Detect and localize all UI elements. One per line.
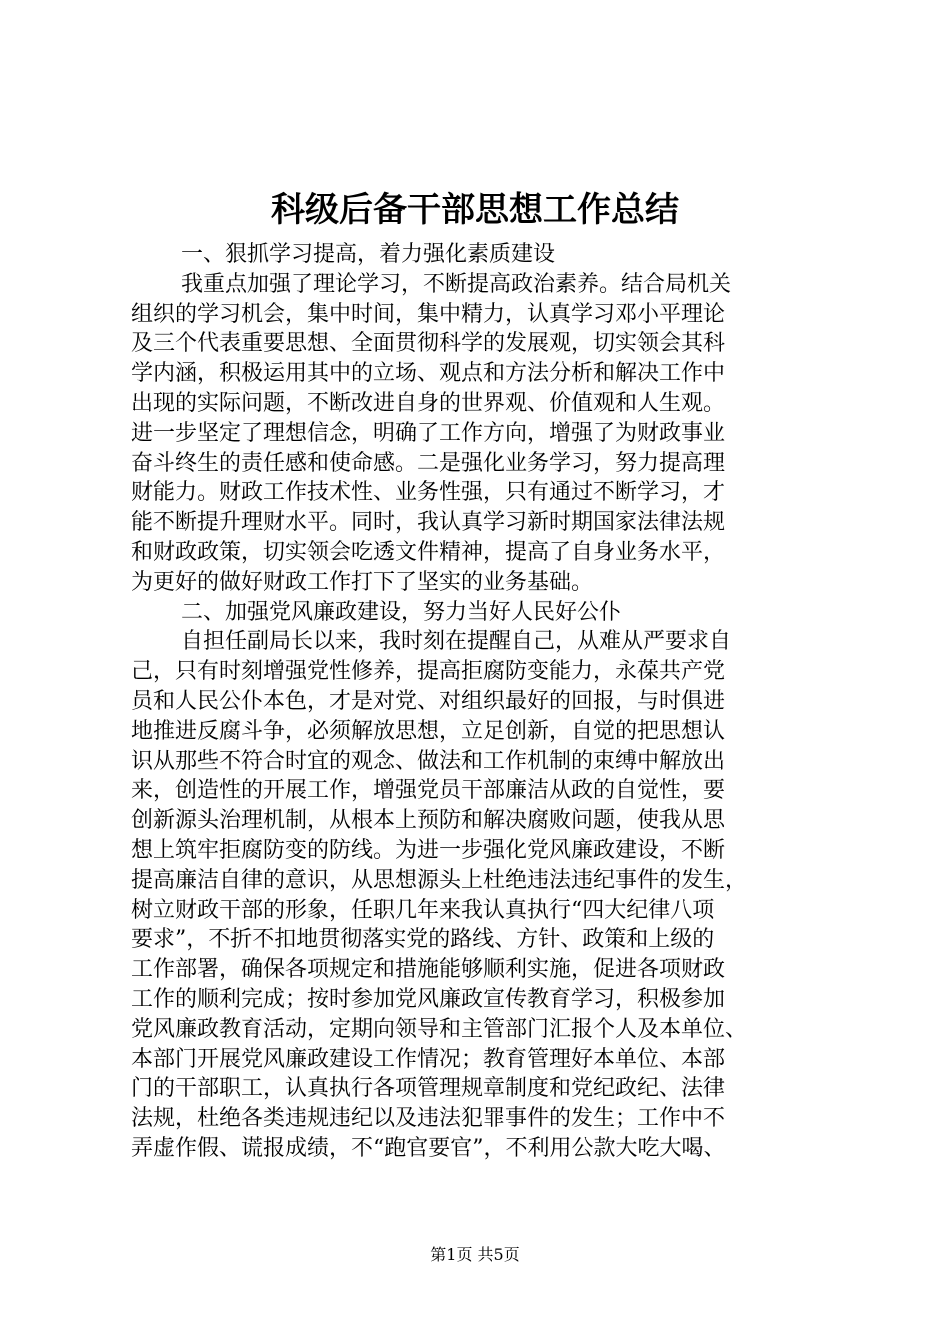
- paragraph-line: 己，只有时刻增强党性修养，提高拒腐防变能力，永葆共产党: [131, 659, 726, 685]
- paragraph-line: 识从那些不符合时宜的观念、做法和工作机制的束缚中解放出: [131, 748, 726, 774]
- paragraph-line: 树立财政干部的形象，任职几年来我认真执行“四大纪律八项: [131, 897, 715, 923]
- paragraph-line: 要求”，不折不扣地贯彻落实党的路线、方针、政策和上级的: [131, 927, 715, 953]
- paragraph-line: 来，创造性的开展工作，增强党员干部廉洁从政的自觉性，要: [131, 778, 726, 804]
- paragraph-line: 学内涵，积极运用其中的立场、观点和方法分析和解决工作中: [131, 361, 726, 387]
- paragraph-line: 本部门开展党风廉政建设工作情况；教育管理好本单位、本部: [131, 1046, 726, 1072]
- paragraph-line: 财能力。财政工作技术性、业务性强，只有通过不断学习，才: [131, 480, 726, 506]
- paragraph-line: 想上筑牢拒腐防变的防线。为进一步强化党风廉政建设，不断: [131, 837, 726, 863]
- paragraph-line: 为更好的做好财政工作打下了坚实的业务基础。: [131, 569, 594, 595]
- document-title: 科级后备干部思想工作总结: [271, 190, 679, 230]
- paragraph-line: 党风廉政教育活动，定期向领导和主管部门汇报个人及本单位、: [131, 1016, 748, 1042]
- paragraph-line: 法规，杜绝各类违规违纪以及违法犯罪事件的发生；工作中不: [131, 1106, 726, 1132]
- paragraph-line: 员和人民公仆本色，才是对党、对组织最好的回报，与时俱进: [131, 688, 726, 714]
- paragraph-line: 进一步坚定了理想信念，明确了工作方向，增强了为财政事业: [131, 420, 726, 446]
- paragraph-line: 出现的实际问题，不断改进自身的世界观、价值观和人生观。: [131, 390, 726, 416]
- paragraph-line: 创新源头治理机制，从根本上预防和解决腐败问题，使我从思: [131, 808, 726, 834]
- section-heading: 二、加强党风廉政建设，努力当好人民好公仆: [181, 599, 622, 625]
- paragraph-line: 弄虚作假、谎报成绩，不“跑官要官”，不利用公款大吃大喝、: [131, 1135, 726, 1161]
- paragraph-line: 奋斗终生的责任感和使命感。二是强化业务学习，努力提高理: [131, 450, 726, 476]
- paragraph-line: 及三个代表重要思想、全面贯彻科学的发展观，切实领会其科: [131, 331, 726, 357]
- paragraph-line: 工作的顺利完成；按时参加党风廉政宣传教育学习，积极参加: [131, 986, 726, 1012]
- paragraph-line: 工作部署，确保各项规定和措施能够顺利实施，促进各项财政: [131, 957, 726, 983]
- paragraph-line: 地推进反腐斗争，必须解放思想，立足创新，自觉的把思想认: [131, 718, 726, 744]
- paragraph-line: 我重点加强了理论学习，不断提高政治素养。结合局机关: [181, 271, 732, 297]
- paragraph-line: 门的干部职工，认真执行各项管理规章制度和党纪政纪、法律: [131, 1076, 726, 1102]
- paragraph-line: 能不断提升理财水平。同时，我认真学习新时期国家法律法规: [131, 510, 726, 536]
- page-number-footer: 第1页 共5页: [430, 1245, 520, 1264]
- paragraph-line: 自担任副局长以来，我时刻在提醒自己，从难从严要求自: [181, 629, 732, 655]
- paragraph-line: 和财政政策，切实领会吃透文件精神，提高了自身业务水平，: [131, 539, 726, 565]
- paragraph-line: 提高廉洁自律的意识，从思想源头上杜绝违法违纪事件的发生，: [131, 867, 748, 893]
- document-body: [131, 240, 831, 1164]
- section-heading: 一、狠抓学习提高，着力强化素质建设: [181, 242, 556, 267]
- paragraph-line: 组织的学习机会，集中时间，集中精力，认真学习邓小平理论: [131, 301, 726, 327]
